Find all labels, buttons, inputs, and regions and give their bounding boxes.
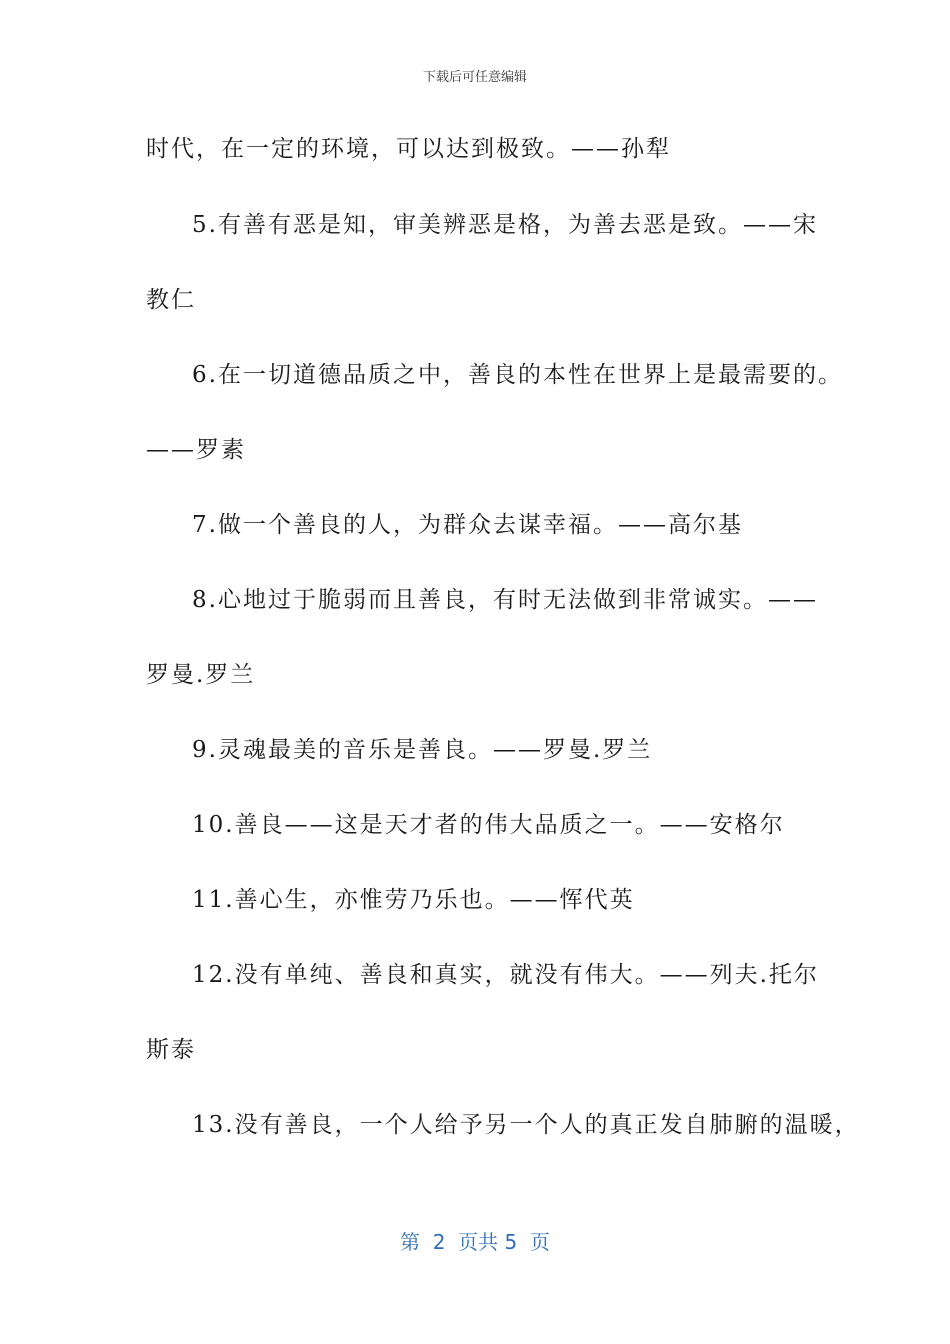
text-line: 10.善良——这是天才者的伟大品质之一。——安格尔 bbox=[192, 812, 785, 838]
text-line: 12.没有单纯、善良和真实，就没有伟大。——列夫.托尔 bbox=[192, 962, 819, 988]
page-header-note: 下载后可任意编辑 bbox=[422, 70, 527, 85]
text-line: ——罗素 bbox=[146, 437, 246, 463]
text-line: 9.灵魂最美的音乐是善良。——罗曼.罗兰 bbox=[192, 737, 653, 763]
text-line: 罗曼.罗兰 bbox=[146, 662, 256, 688]
page-number-footer: 第 2 页共 5 页 bbox=[400, 1230, 550, 1254]
text-line: 11.善心生，亦惟劳乃乐也。——恽代英 bbox=[192, 887, 635, 913]
text-line: 13.没有善良，一个人给予另一个人的真正发自肺腑的温暖， bbox=[192, 1112, 860, 1138]
text-line: 5.有善有恶是知，审美辨恶是格，为善去恶是致。——宋 bbox=[192, 212, 818, 238]
text-line: 8.心地过于脆弱而且善良，有时无法做到非常诚实。—— bbox=[192, 587, 818, 613]
text-line: 斯泰 bbox=[146, 1037, 196, 1063]
text-line: 教仁 bbox=[146, 287, 196, 313]
text-line: 时代，在一定的环境，可以达到极致。——孙犁 bbox=[146, 136, 671, 162]
text-line: 6.在一切道德品质之中，善良的本性在世界上是最需要的。 bbox=[192, 362, 843, 388]
text-line: 7.做一个善良的人，为群众去谋幸福。——高尔基 bbox=[192, 512, 743, 538]
